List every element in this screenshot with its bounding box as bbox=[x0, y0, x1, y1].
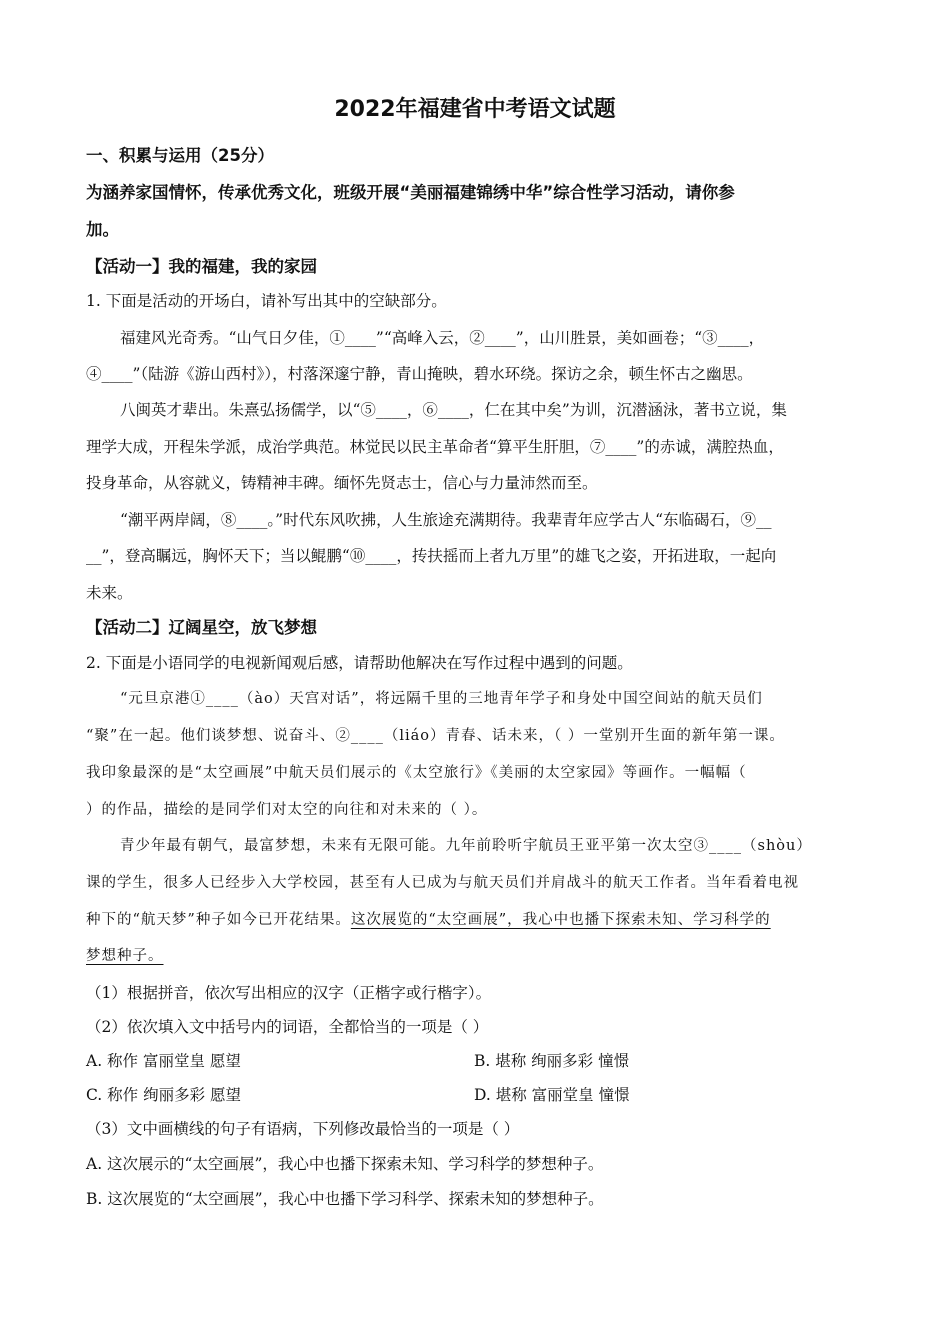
intro-line-1: 为涵养家国情怀，传承优秀文化，班级开展“美丽福建锦绣中华”综合性学习活动，请你参 bbox=[86, 183, 735, 202]
passage-line: “聚”在一起。他们谈梦想、说奋斗、②____（liáo）青春、话未来，（ ）一堂别开生面的新年第一课。 bbox=[86, 728, 785, 744]
underlined-sentence: 这次展览的“太空画展”，我心中也播下探索未知、学习科学的 bbox=[350, 912, 771, 928]
passage-line: ）的作品，描绘的是同学们对太空的向往和对未来的（ ）。 bbox=[86, 802, 488, 818]
paragraph-line: “潮平两岸阔，⑧____。”时代东风吹拂，人生旅途充满期待。我辈青年应学古人“东临碣石，⑨__ bbox=[120, 511, 772, 529]
option-row bbox=[86, 1051, 630, 1071]
paragraph-line: 八闽英才辈出。朱熹弘扬儒学，以“⑤____，⑥____，仁在其中矣”为训，沉潜涵泳，著书立说，集 bbox=[120, 401, 787, 419]
sub-question-2: （2）依次填入文中括号内的词语，全都恰当的一项是（ ） bbox=[86, 1018, 489, 1036]
intro-line-2: 加。 bbox=[86, 220, 119, 239]
passage-line: 青少年最有朝气，最富梦想，未来有无限可能。九年前聆听宇航员王亚平第一次太空③____（shòu） bbox=[120, 838, 812, 854]
underlined-sentence-end: 梦想种子。 bbox=[86, 948, 164, 964]
passage-text: 种下的“航天梦”种子如今已开花结果。 bbox=[86, 912, 351, 928]
passage-line: 课的学生，很多人已经步入大学校园，甚至有人已成为与航天员们并肩战斗的航天工作者。当年看着电视 bbox=[86, 875, 799, 891]
passage-line: “元旦京港①____（ào）天宫对话”，将远隔千里的三地青年学子和身处中国空间站的航天员们 bbox=[120, 691, 763, 707]
question-2: 2. 下面是小语同学的电视新闻观后感，请帮助他解决在写作过程中遇到的问题。 bbox=[86, 654, 633, 672]
paragraph-line: 理学大成，开程朱学派，成治学典范。林觉民以民主革命者“算平生肝胆，⑦____”的赤诚，满腔热血， bbox=[86, 438, 784, 456]
paragraph-line: 福建风光奇秀。“山气日夕佳，①____”“高峰入云，②____”，山川胜景，美如画卷；“③____， bbox=[120, 329, 765, 347]
paragraph-line: __”，登高瞩远，胸怀天下；当以鲲鹏“⑩____，抟扶摇而上者九万里”的雄飞之姿，开拓进取，一起向 bbox=[86, 547, 777, 565]
section-heading: 一、积累与运用（25分） bbox=[86, 146, 274, 165]
option-c: C. 称作 绚丽多彩 愿望 bbox=[86, 1086, 242, 1104]
activity-two-heading: 【活动二】辽阔星空，放飞梦想 bbox=[86, 618, 317, 637]
option-b: B. 堪称 绚丽多彩 憧憬 bbox=[474, 1052, 630, 1070]
option-a-2: A. 这次展示的“太空画展”，我心中也播下探索未知、学习科学的梦想种子。 bbox=[86, 1155, 604, 1173]
option-b-2: B. 这次展览的“太空画展”，我心中也播下学习科学、探索未知的梦想种子。 bbox=[86, 1190, 604, 1208]
sub-question-3: （3）文中画横线的句子有语病，下列修改最恰当的一项是（ ） bbox=[86, 1120, 520, 1138]
paragraph-line: 未来。 bbox=[86, 584, 133, 602]
page-title: 2022年福建省中考语文试题 bbox=[334, 97, 616, 122]
question-1: 1. 下面是活动的开场白，请补写出其中的空缺部分。 bbox=[86, 292, 447, 310]
passage-line bbox=[86, 910, 771, 930]
sub-question-1: （1）根据拼音，依次写出相应的汉字（正楷字或行楷字）。 bbox=[86, 984, 492, 1002]
activity-one-heading: 【活动一】我的福建，我的家园 bbox=[86, 257, 317, 276]
option-row bbox=[86, 1085, 630, 1105]
option-d: D. 堪称 富丽堂皇 憧憬 bbox=[474, 1086, 630, 1104]
paragraph-line: ④____”（陆游《游山西村》），村落深邃宁静，青山掩映，碧水环绕。探访之余，顿生怀古之幽思。 bbox=[86, 365, 753, 383]
option-a: A. 称作 富丽堂皇 愿望 bbox=[86, 1052, 241, 1070]
paragraph-line: 投身革命，从容就义，铸精神丰碑。缅怀先贤志士，信心与力量沛然而至。 bbox=[86, 474, 598, 492]
passage-line: 我印象最深的是“太空画展”中航天员们展示的《太空旅行》《美丽的太空家园》等画作。一幅幅（ bbox=[86, 765, 747, 781]
